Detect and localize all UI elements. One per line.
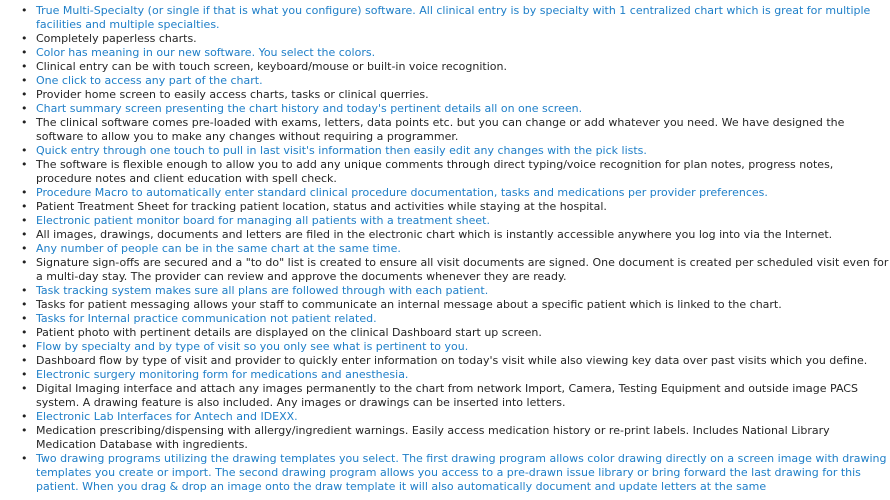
feature-item: • Provider home screen to easily access charts, tasks or clinical querries. xyxy=(36,88,890,102)
feature-item: • Procedure Macro to automatically enter standard clinical procedure documentation, tasks and medications per provider preferences. xyxy=(36,186,890,200)
feature-item: • Quick entry through one touch to pull in last visit's information then easily edit any changes with the pick lists. xyxy=(36,144,890,158)
feature-item: • Patient Treatment Sheet for tracking patient location, status and activities while staying at the hospital. xyxy=(36,200,890,214)
feature-item: • Dashboard flow by type of visit and provider to quickly enter information on today's visit while also viewing key data over past visits which you define. xyxy=(36,354,890,368)
feature-item: • The software is flexible enough to allow you to add any unique comments through direct typing/voice recognition for plan notes, progress notes, procedure notes and client education with spell check. xyxy=(36,158,890,186)
feature-item: • Tasks for Internal practice communication not patient related. xyxy=(36,312,890,326)
feature-item: • The clinical software comes pre-loaded with exams, letters, data points etc. but you can change or add whatever you need. We have designed the software to allow you to make any changes without requiring a programmer. xyxy=(36,116,890,144)
feature-item: • Electronic Lab Interfaces for Antech and IDEXX. xyxy=(36,410,890,424)
feature-item: • Two drawing programs utilizing the drawing templates you select. The first drawing program allows color drawing directly on a screen image with drawing templates you create or import. The second drawing program allows you access to a pre-drawn issue library or bring forward the last drawing for this patient. When you drag & drop an image onto the draw template it will also automatically document and update letters at the same xyxy=(36,452,890,494)
feature-item: • All images, drawings, documents and letters are filed in the electronic chart which is instantly accessible anywhere you log into via the Internet. xyxy=(36,228,890,242)
feature-item: • Patient photo with pertinent details are displayed on the clinical Dashboard start up screen. xyxy=(36,326,890,340)
feature-item: • Medication prescribing/dispensing with allergy/ingredient warnings. Easily access medication history or re-print labels. Includes National Library Medication Database with ingredients. xyxy=(36,424,890,452)
feature-item: • One click to access any part of the chart. xyxy=(36,74,890,88)
feature-item: • Signature sign-offs are secured and a "to do" list is created to ensure all visit documents are signed. One document is created per scheduled visit even for a multi-day stay. The provider can review and approve the documents whenever they are ready. xyxy=(36,256,890,284)
feature-item: • Tasks for patient messaging allows your staff to communicate an internal message about a specific patient which is linked to the chart. xyxy=(36,298,890,312)
feature-item: • Digital Imaging interface and attach any images permanently to the chart from network Import, Camera, Testing Equipment and outside image PACS system. A drawing feature is also included. Any images or drawings can be inserted into letters. xyxy=(36,382,890,410)
feature-item: • Color has meaning in our new software. You select the colors. xyxy=(36,46,890,60)
feature-item: • Flow by specialty and by type of visit so you only see what is pertinent to you. xyxy=(36,340,890,354)
feature-item: • Task tracking system makes sure all plans are followed through with each patient. xyxy=(36,284,890,298)
feature-item: • Completely paperless charts. xyxy=(36,32,890,46)
feature-item: • True Multi-Specialty (or single if that is what you configure) software. All clinical entry is by specialty with 1 centralized chart which is great for multiple facilities and multiple specialties. xyxy=(36,4,890,32)
feature-item: • Any number of people can be in the same chart at the same time. xyxy=(36,242,890,256)
feature-item: • Electronic surgery monitoring form for medications and anesthesia. xyxy=(36,368,890,382)
feature-item: • Electronic patient monitor board for managing all patients with a treatment sheet. xyxy=(36,214,890,228)
feature-item: • Clinical entry can be with touch screen, keyboard/mouse or built-in voice recognition. xyxy=(36,60,890,74)
feature-item: • Chart summary screen presenting the chart history and today's pertinent details all on one screen. xyxy=(36,102,890,116)
